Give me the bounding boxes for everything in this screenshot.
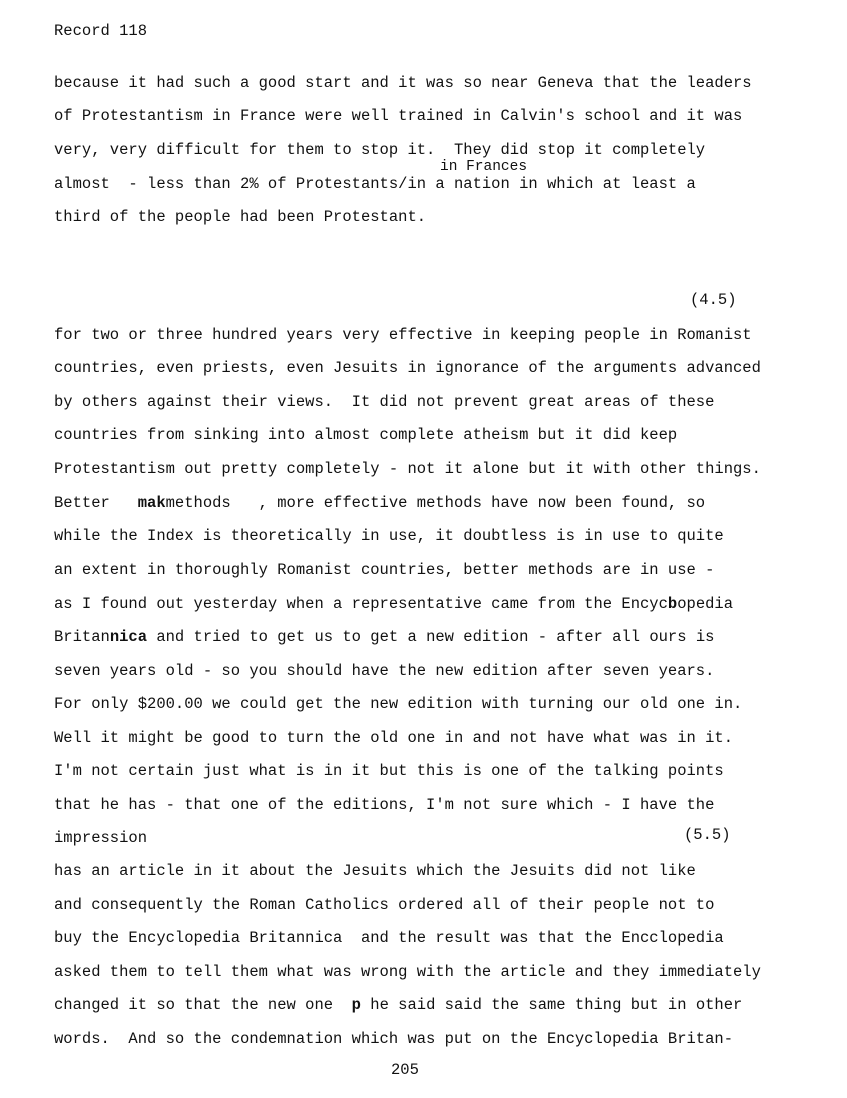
text-line: because it had such a good start and it was so near Geneva that the leaders [54,74,752,92]
text-segment: opedia [677,595,734,613]
text-line: of Protestantism in France were well trained in Calvin's school and it was [54,107,743,125]
text-line: third of the people had been Protestant. [54,208,427,226]
text-line: has an article in it about the Jesuits which the Jesuits did not like [54,862,696,880]
overstruck-text: mak [137,494,166,512]
overtyped-letter: b [667,595,678,613]
text-line: For only $200.00 we could get the new edition with turning our old one in. [54,695,743,713]
time-marker: (4.5) [690,291,737,309]
text-line: seven years old - so you should have the new edition after seven years. [54,662,715,680]
overtyped-letters: nica [109,628,148,646]
text-line: countries from sinking into almost complete atheism but it did keep [54,426,678,444]
text-line: asked them to tell them what was wrong with the article and they immediately [54,963,761,981]
time-marker: (5.5) [684,826,731,844]
text-line-better [54,494,705,512]
page-number: 205 [391,1061,419,1079]
text-line: for two or three hundred years very effective in keeping people in Romanist [54,326,752,344]
text-line: almost - less than 2% of Protestants/in a nation in which at least a [54,175,696,193]
text-line: buy the Encyclopedia Britannica and the result was that the Encclopedia [54,929,724,947]
text-line: Protestantism out pretty completely - not it alone but it with other things. [54,460,761,478]
text-line: countries, even priests, even Jesuits in ignorance of the arguments advanced [54,359,761,377]
overtyped-letter: p [351,996,361,1014]
text-line: words. And so the condemnation which was put on the Encyclopedia Britan- [54,1030,734,1048]
text-segment: methods , more effective methods have now been found, so [165,494,706,512]
text-line: while the Index is theoretically in use, it doubtless is in use to quite [54,527,724,545]
text-line: impression [54,829,148,847]
text-segment: as I found out yesterday when a representative came from the Encyc [54,595,668,613]
text-line: Well it might be good to turn the old one in and not have what was in it. [54,729,734,747]
text-line [54,595,733,613]
text-line: an extent in thoroughly Romanist countries, better methods are in use - [54,561,715,579]
text-segment: Britan [54,628,110,646]
text-line: very, very difficult for them to stop it. They did stop it completely [54,141,706,159]
text-segment: he said said the same thing but in other [360,996,743,1014]
record-label: Record 118 [54,22,148,40]
text-segment: changed it so that the new one [54,996,334,1014]
text-line [54,628,714,646]
text-line: by others against their views. It did not prevent great areas of these [54,393,715,411]
interlinear-insertion: in Frances [440,159,528,175]
text-segment: Better [54,494,110,512]
text-line: I'm not certain just what is in it but this is one of the talking points [54,762,724,780]
text-line: and consequently the Roman Catholics ordered all of their people not to [54,896,715,914]
text-segment: and tried to get us to get a new edition - after all ours is [147,628,715,646]
text-line [54,996,742,1014]
text-line: that he has - that one of the editions, I'm not sure which - I have the [54,796,715,814]
